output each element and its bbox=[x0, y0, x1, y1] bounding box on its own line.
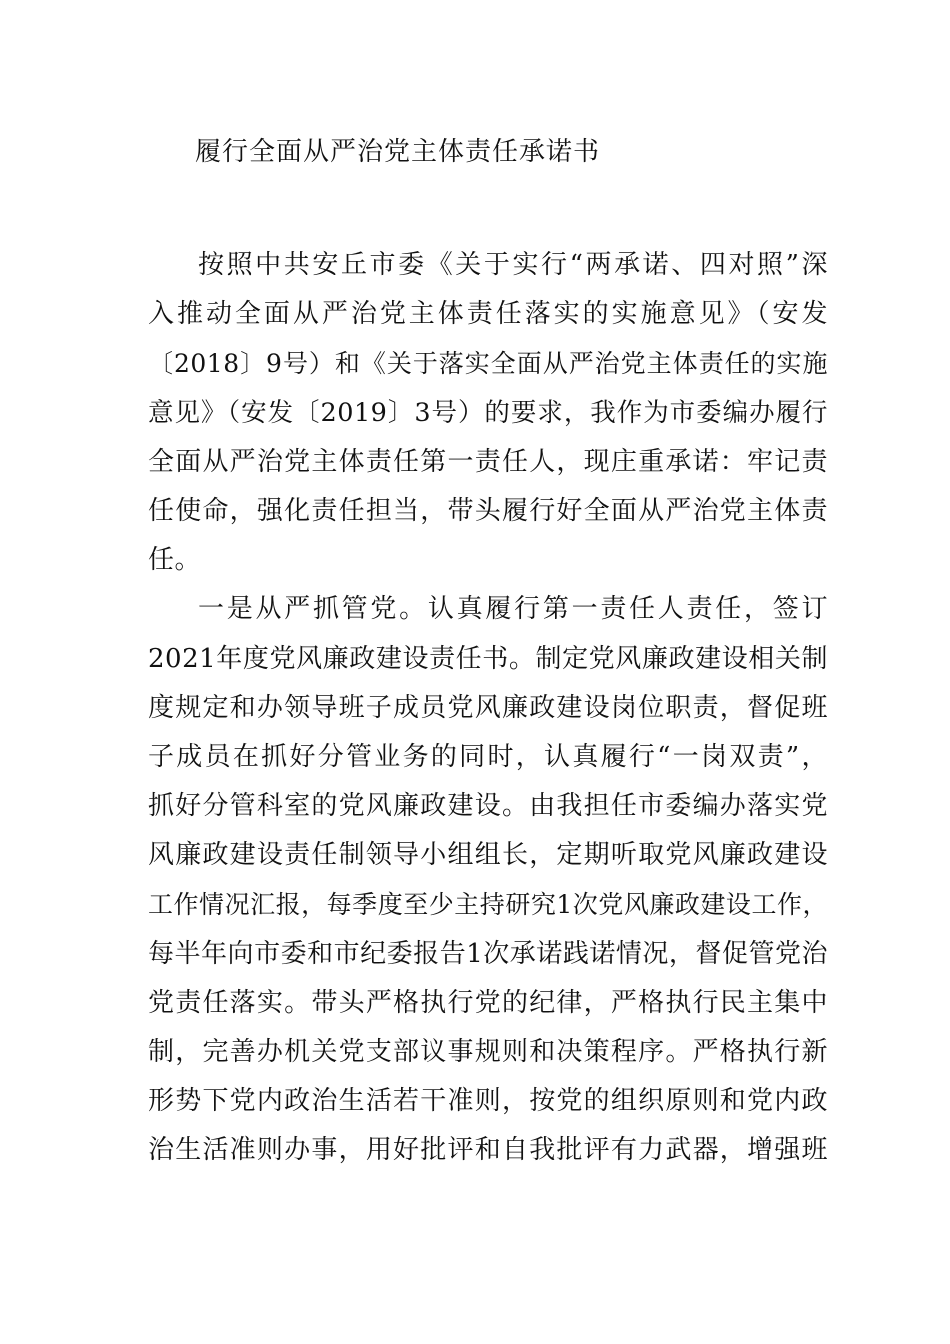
document-body bbox=[148, 241, 828, 1176]
paragraph-line: 按照中共安丘市委《关于实行“两承诺、四对照”深 bbox=[198, 250, 828, 280]
paragraph-line: 风廉政建设责任制领导小组组长，定期听取党风廉政建设 bbox=[148, 840, 828, 871]
paragraph-line: 子成员在抓好分管业务的同时，认真履行“一岗双责”， bbox=[148, 741, 828, 772]
paragraph-line: 全面从严治党主体责任第一责任人，现庄重承诺：牢记责 bbox=[148, 446, 828, 477]
paragraph-line: 入推动全面从严治党主体责任落实的实施意见》（安发 bbox=[148, 299, 828, 330]
paragraph-line: 度规定和办领导班子成员党风廉政建设岗位职责，督促班 bbox=[148, 692, 828, 723]
paragraph-line: 2021年度党风廉政建设责任书。制定党风廉政建设相关制 bbox=[148, 643, 828, 674]
paragraph-line: 意见》（安发〔2019〕3号）的要求，我作为市委编办履行 bbox=[148, 397, 828, 428]
document-title: 履行全面从严治党主体责任承诺书 bbox=[195, 137, 601, 167]
paragraph-line: 任使命，强化责任担当，带头履行好全面从严治党主体责 bbox=[148, 495, 828, 526]
paragraph-line: 制，完善办机关党支部议事规则和决策程序。严格执行新 bbox=[148, 1037, 828, 1067]
paragraph-line: 抓好分管科室的党风廉政建设。由我担任市委编办落实党 bbox=[148, 791, 828, 822]
paragraph-line: 工作情况汇报，每季度至少主持研究1次党风廉政建设工作， bbox=[148, 890, 828, 920]
paragraph-line: 〔2018〕9号）和《关于落实全面从严治党主体责任的实施 bbox=[148, 349, 828, 379]
paragraph-line: 一是从严抓管党。认真履行第一责任人责任，签订 bbox=[198, 594, 828, 625]
paragraph-line: 每半年向市委和市纪委报告1次承诺践诺情况，督促管党治 bbox=[148, 938, 828, 969]
paragraph-line: 党责任落实。带头严格执行党的纪律，严格执行民主集中 bbox=[148, 987, 828, 1018]
paragraph-line: 形势下党内政治生活若干准则，按党的组织原则和党内政 bbox=[148, 1086, 828, 1117]
paragraph-line: 任。 bbox=[148, 545, 202, 576]
paragraph-line: 治生活准则办事，用好批评和自我批评有力武器，增强班 bbox=[148, 1135, 828, 1166]
